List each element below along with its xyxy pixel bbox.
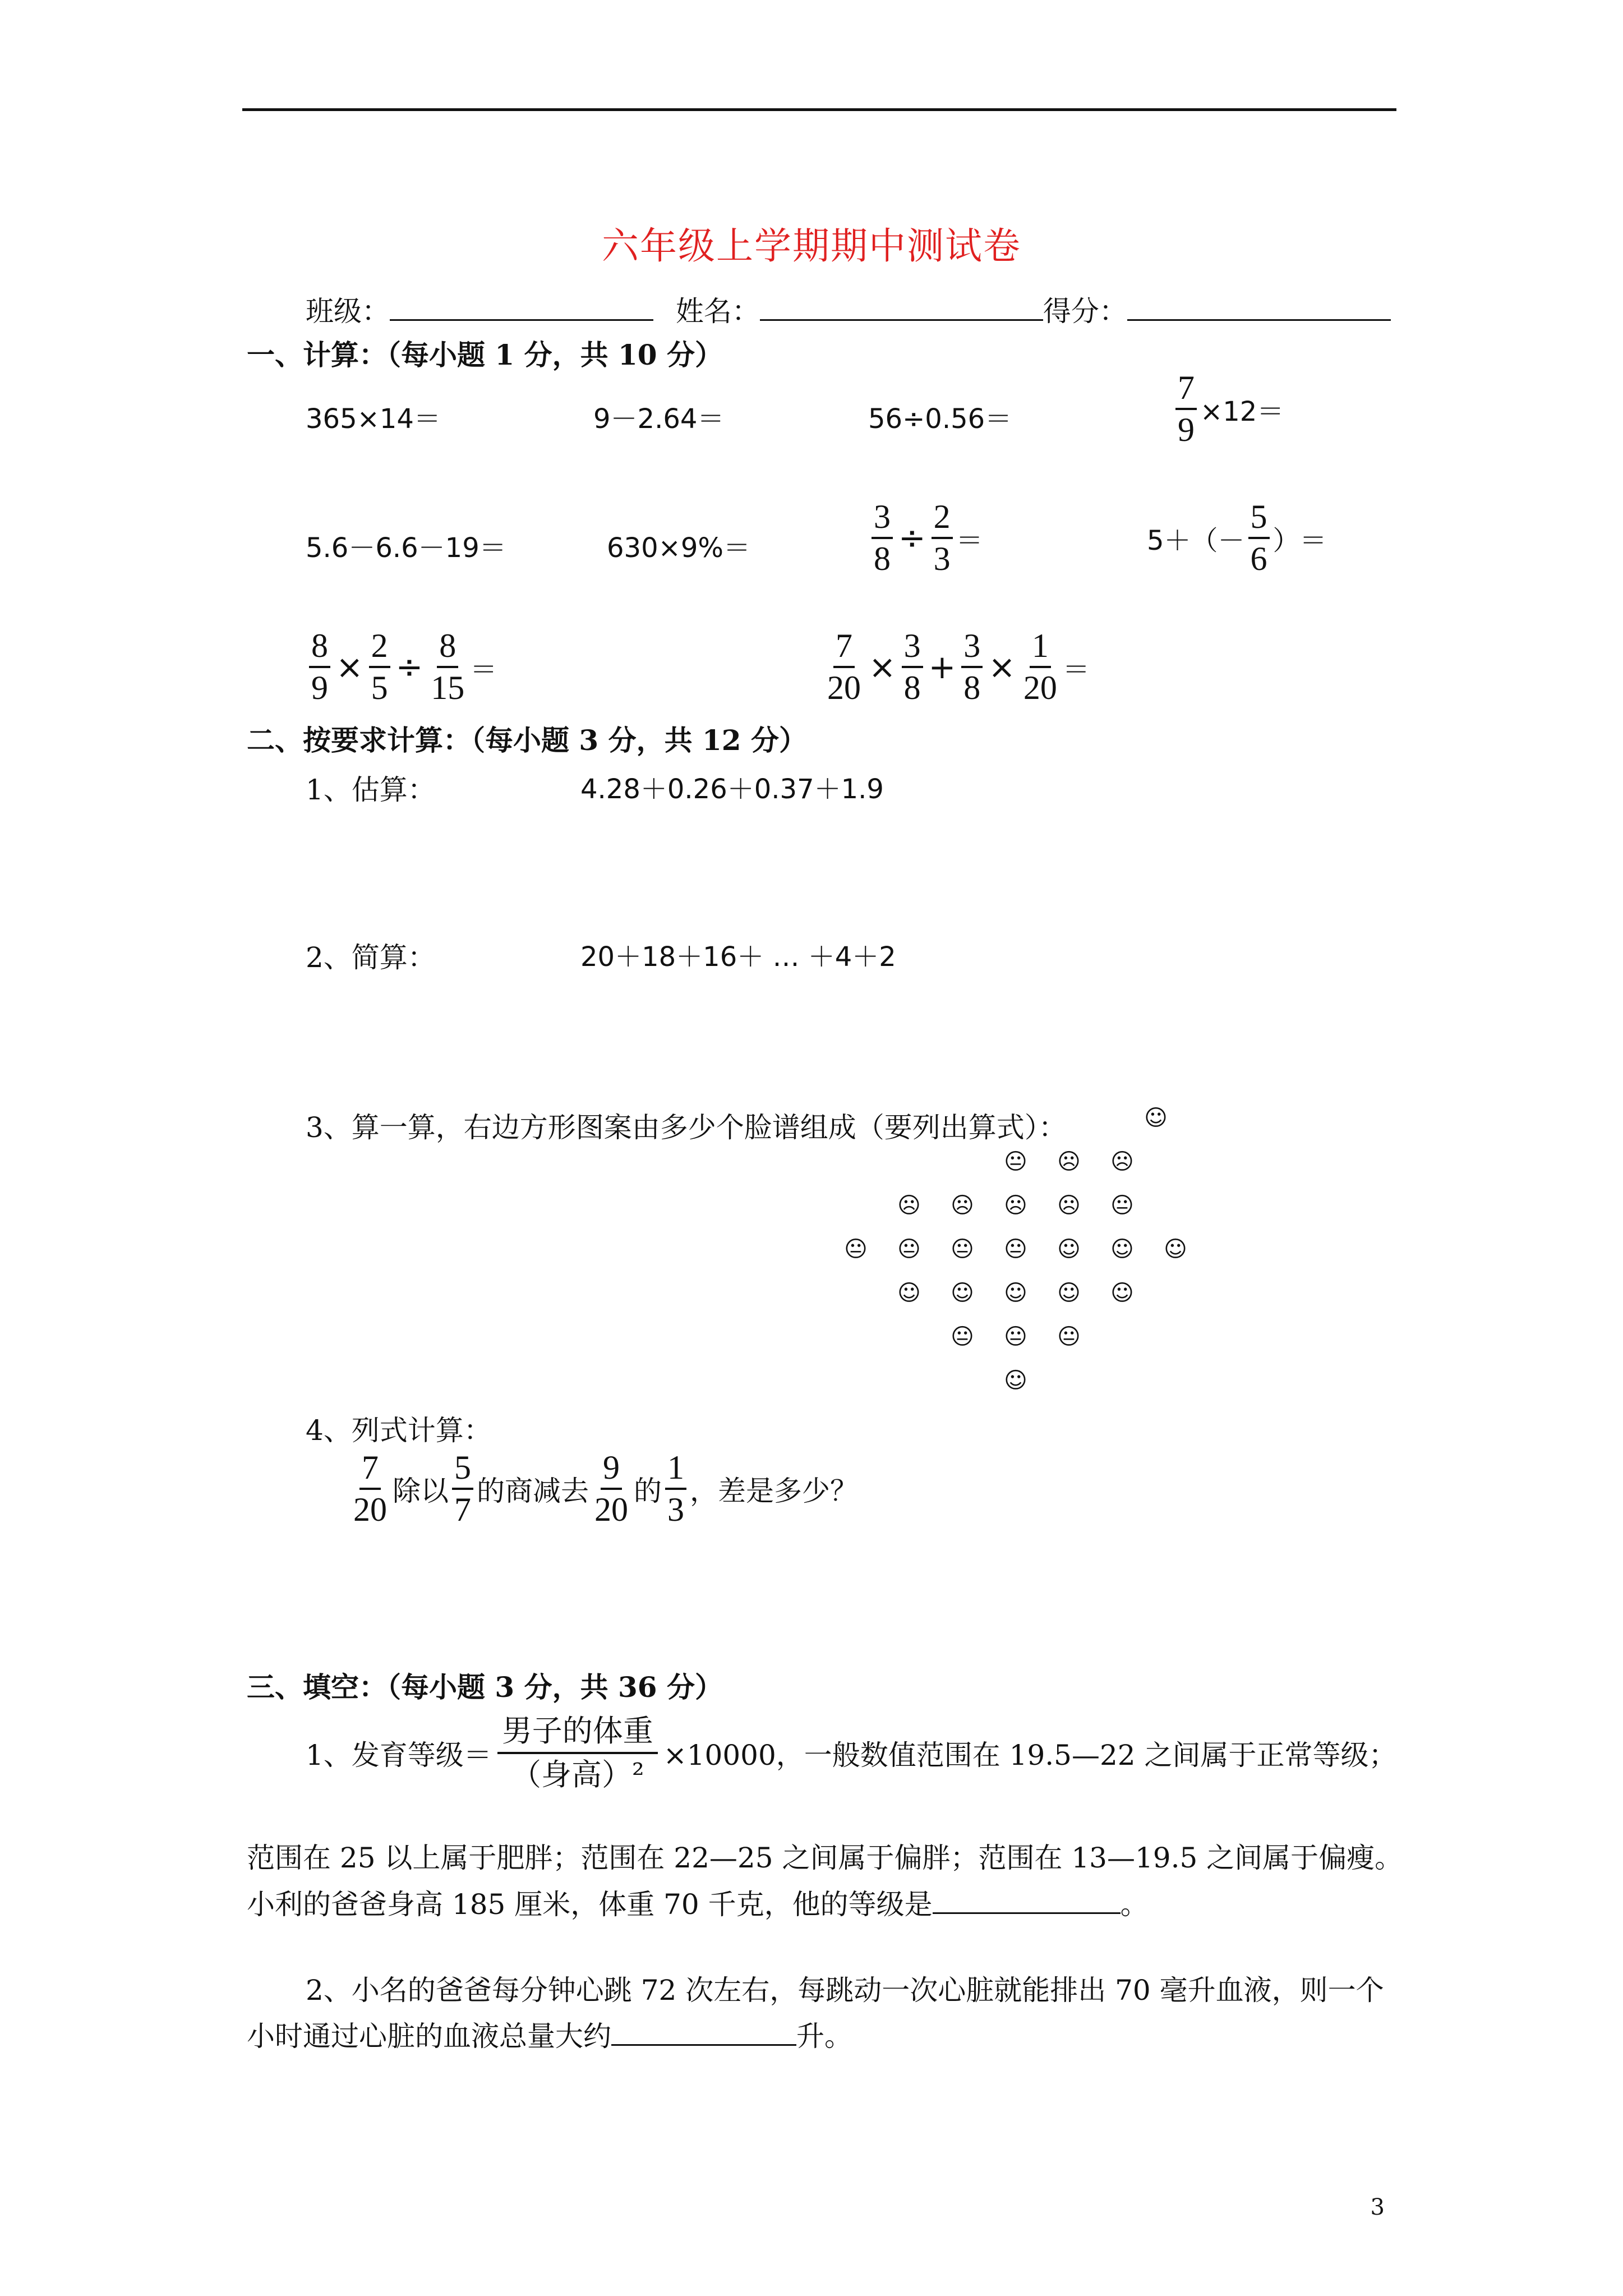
section3-heading: 三、填空：（每小题 3 分，共 36 分）	[247, 1671, 723, 1704]
top-rule	[242, 108, 1396, 111]
q2-4-label: 4、列式计算：	[306, 1414, 492, 1447]
calc-3b: $\frac{7}{20}$ × $\frac{3}{8}$ + $\frac{3}{8}$ × $\frac{1}{20}$ ＝	[822, 628, 1090, 706]
fraction: $\frac{3}{8}$	[872, 499, 893, 577]
calc-2c: $\frac{3}{8}$ ÷ $\frac{2}{3}$ ＝	[868, 499, 983, 577]
calc-1d: $\frac{7}{9}$ ×12＝	[1172, 370, 1284, 448]
calc-2b: 630×9%＝	[607, 532, 750, 564]
frown-face-icon: ☹	[897, 1193, 921, 1218]
smile-face-icon: ☺	[1057, 1236, 1081, 1262]
q3-2-line1: 2、小名的爸爸每分钟心跳 72 次左右，每跳动一次心脏就能排出 70 毫升血液，则一个	[306, 1974, 1384, 2007]
neutral-face-icon: 😐	[1057, 1324, 1081, 1350]
fraction: $\frac{8}{15}$	[431, 627, 465, 706]
answer-blank[interactable]	[933, 1885, 1121, 1914]
header-info	[306, 289, 1391, 329]
smile-face-icon: ☺	[897, 1280, 921, 1306]
smile-face-icon: ☺	[1004, 1368, 1027, 1393]
q3-2-line2: 小时通过心脏的血液总量大约 升。	[247, 2014, 852, 2054]
fraction: $\frac{7}{20}$	[353, 1449, 387, 1528]
fraction: $\frac{8}{9}$	[309, 628, 330, 706]
q2-2-expr: 20＋18＋16＋ … ＋4＋2	[580, 941, 896, 973]
calc-1c: 56÷0.56＝	[868, 403, 1012, 435]
frown-face-icon: ☹	[1057, 1193, 1081, 1218]
section1-heading: 一、计算：（每小题 1 分，共 10 分）	[247, 338, 723, 371]
class-field[interactable]	[390, 292, 653, 321]
calc-2a: 5.6－6.6－19＝	[306, 532, 506, 564]
q2-1-expr: 4.28＋0.26＋0.37＋1.9	[580, 774, 884, 805]
smile-face-icon: ☺	[1164, 1236, 1187, 1262]
neutral-face-icon: 😐	[951, 1236, 974, 1262]
calc-1b: 9－2.64＝	[593, 403, 725, 435]
fraction: $\frac{3}{8}$	[961, 628, 983, 706]
fraction: $\frac{2}{5}$	[369, 628, 390, 706]
neutral-face-icon: 😐	[1004, 1149, 1027, 1175]
frown-face-icon: ☹	[1057, 1149, 1081, 1175]
q2-1-label: 1、估算：	[306, 774, 436, 806]
fraction: $\frac{7}{9}$	[1175, 370, 1197, 448]
q2-4-expr: $\frac{7}{20}$ 除以 $\frac{5}{7}$ 的商减去 $\frac{9}{20}$ 的 $\frac{1}{3}$ ，差是多少？	[348, 1450, 858, 1527]
fraction: $\frac{\text{男子的体重}}{\text{（身高）²}}$	[497, 1714, 658, 1792]
score-label: 得分：	[1043, 295, 1127, 328]
neutral-face-icon: 😐	[1004, 1324, 1027, 1350]
frown-face-icon: ☹	[1110, 1149, 1134, 1175]
fraction: $\frac{1}{3}$	[665, 1450, 686, 1527]
neutral-face-icon: 😐	[844, 1236, 868, 1262]
q2-2-label: 2、简算：	[306, 941, 436, 974]
class-label: 班级：	[306, 295, 390, 328]
smile-face-icon: ☺	[951, 1280, 974, 1306]
smile-face-icon: ☺	[1110, 1280, 1134, 1306]
fraction: $\frac{5}{7}$	[452, 1450, 473, 1527]
smile-face-icon: ☺	[1004, 1280, 1027, 1306]
smile-face-icon: ☺	[1144, 1105, 1168, 1131]
fraction: $\frac{9}{20}$	[594, 1449, 628, 1528]
calc-2d: 5＋（－ $\frac{5}{6}$ ）＝	[1147, 498, 1327, 577]
answer-blank[interactable]	[611, 2017, 796, 2046]
name-label: 姓名：	[675, 295, 760, 328]
q3-1-line2: 范围在 25 以上属于肥胖；范围在 22—25 之间属于偏胖；范围在 13—19.5 之间属于偏瘦。	[247, 1842, 1403, 1874]
fraction: $\frac{3}{8}$	[902, 628, 923, 706]
calc-3a: $\frac{8}{9}$ × $\frac{2}{5}$ ÷ $\frac{8}{15}$ ＝	[306, 628, 497, 706]
neutral-face-icon: 😐	[1110, 1193, 1134, 1218]
score-field[interactable]	[1127, 292, 1391, 321]
page-number: 3	[1370, 2194, 1385, 2220]
neutral-face-icon: 😐	[951, 1324, 974, 1350]
neutral-face-icon: 😐	[897, 1236, 921, 1262]
smile-face-icon: ☺	[1110, 1236, 1134, 1262]
section2-heading: 二、按要求计算：（每小题 3 分，共 12 分）	[247, 724, 807, 757]
neutral-face-icon: 😐	[1004, 1236, 1027, 1262]
frown-face-icon: ☹	[1004, 1193, 1027, 1218]
page-title: 六年级上学期期中测试卷	[602, 224, 1021, 268]
fraction: $\frac{7}{20}$	[827, 627, 861, 706]
q3-1-formula: 1、发育等级＝ $\frac{\text{男子的体重}}{\text{（身高）²}}$ ×10000，一般数值范围在 19.5—22 之间属于正常等级；	[306, 1713, 1397, 1793]
name-field[interactable]	[760, 292, 1043, 321]
fraction: $\frac{1}{20}$	[1023, 627, 1057, 706]
q3-1-line3: 小利的爸爸身高 185 厘米，体重 70 千克，他的等级是 。	[247, 1882, 1149, 1922]
calc-1a: 365×14＝	[306, 403, 441, 435]
frown-face-icon: ☹	[951, 1193, 974, 1218]
fraction: $\frac{5}{6}$	[1248, 499, 1270, 577]
smile-face-icon: ☺	[1057, 1280, 1081, 1306]
q2-3-text: 3、算一算，右边方形图案由多少个脸谱组成（要列出算式）：	[306, 1111, 1067, 1144]
fraction: $\frac{2}{3}$	[932, 499, 953, 577]
